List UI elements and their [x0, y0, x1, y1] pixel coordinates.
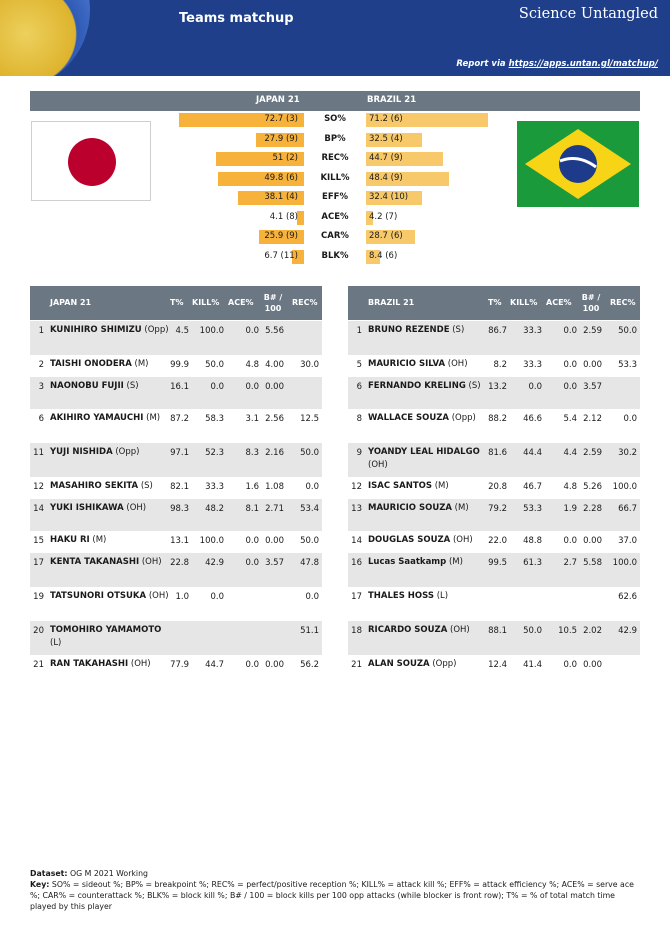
left-value-label: 27.9 (9) — [264, 133, 298, 144]
stat-kill: 48.2 — [205, 504, 224, 514]
stat-ace: 0.0 — [563, 360, 577, 370]
stat-rec: 12.5 — [300, 414, 319, 424]
comparison-row — [0, 229, 670, 245]
stat-ace: 0.0 — [563, 660, 577, 670]
stat-ace: 4.8 — [245, 360, 259, 370]
stat-t: 97.1 — [170, 448, 189, 458]
player-number: 13 — [351, 504, 362, 514]
stat-kill: 46.7 — [523, 482, 542, 492]
stat-kill: 50.0 — [205, 360, 224, 370]
stat-ace: 10.5 — [558, 626, 577, 636]
player-number: 6 — [38, 414, 44, 424]
stat-t: 16.1 — [170, 382, 189, 392]
left-value-label: 6.7 (11) — [264, 250, 298, 261]
table-row — [30, 355, 322, 377]
stat-b100: 2.59 — [583, 326, 602, 336]
comparison-header — [30, 91, 640, 111]
stat-b100: 2.59 — [583, 448, 602, 458]
player-name-cell — [50, 380, 172, 393]
player-name-cell — [368, 324, 490, 337]
stat-ace: 0.0 — [563, 326, 577, 336]
player-number: 16 — [351, 558, 362, 568]
player-name-cell — [50, 624, 172, 650]
player-name: RICARDO SOUZA — [368, 625, 448, 635]
player-position: (M) — [454, 503, 469, 513]
stat-t: 99.9 — [170, 360, 189, 370]
player-name: FERNANDO KRELING — [368, 381, 466, 391]
player-position: (OH) — [130, 659, 151, 669]
report-source — [456, 59, 658, 69]
col-rec: REC% — [610, 298, 636, 307]
stat-t: 88.2 — [488, 414, 507, 424]
left-value-label: 51 (2) — [272, 153, 298, 163]
left-value-label: 4.1 (8) — [269, 211, 298, 222]
stat-ace: 0.0 — [245, 660, 259, 670]
stat-rec: 53.3 — [618, 360, 637, 370]
player-position: (OH) — [450, 625, 470, 635]
key-line — [30, 879, 642, 912]
player-name-cell — [50, 480, 172, 493]
stat-kill: 33.3 — [205, 482, 224, 492]
stat-t: 98.3 — [170, 504, 189, 514]
stat-kill: 100.0 — [199, 536, 224, 546]
table-row — [30, 409, 322, 443]
player-number: 20 — [33, 626, 44, 636]
stat-b100: 0.00 — [583, 536, 602, 546]
table-row — [30, 587, 322, 621]
stat-kill: 50.0 — [523, 626, 542, 636]
player-number: 14 — [351, 536, 362, 546]
player-number: 12 — [351, 482, 362, 492]
comparison-row — [0, 112, 670, 128]
stat-kill: 61.3 — [523, 558, 542, 568]
table-row — [348, 621, 640, 655]
stat-rec: 0.0 — [305, 482, 319, 492]
player-name: THALES HOSS — [368, 591, 434, 601]
col-b100: B# / 100 — [581, 293, 601, 313]
stat-b100: 0.00 — [265, 660, 284, 670]
stat-rec: 42.9 — [618, 626, 637, 636]
comparison-row — [0, 190, 670, 206]
stat-kill: 42.9 — [205, 558, 224, 568]
player-position: (M) — [448, 557, 463, 567]
col-rec: REC% — [292, 298, 318, 307]
stat-ace: 3.1 — [245, 414, 259, 424]
table-row — [348, 499, 640, 531]
stat-t: 82.1 — [170, 482, 189, 492]
right-value-label: 48.4 (9) — [369, 172, 403, 183]
player-name: YUJI NISHIDA — [50, 447, 113, 457]
table-row — [30, 553, 322, 587]
player-name: AKIHIRO YAMAUCHI — [50, 413, 144, 423]
comparison-row — [0, 132, 670, 148]
stat-t: 20.8 — [488, 482, 507, 492]
stat-b100: 3.57 — [583, 382, 602, 392]
player-number: 8 — [356, 414, 362, 424]
player-name: TATSUNORI OTSUKA — [50, 591, 147, 601]
right-value-label: 71.2 (6) — [369, 114, 403, 124]
player-name-cell — [368, 624, 490, 637]
stat-ace: 4.8 — [563, 482, 577, 492]
brazil-team-heading: BRAZIL 21 — [368, 298, 415, 307]
player-name-cell — [368, 502, 490, 515]
player-name: YUKI ISHIKAWA — [50, 503, 124, 513]
player-position: (L) — [50, 638, 62, 648]
player-name: NAONOBU FUJII — [50, 381, 124, 391]
player-position: (Opp) — [115, 447, 140, 457]
metric-label: EFF% — [322, 192, 348, 202]
player-name: KENTA TAKANASHI — [50, 557, 140, 567]
left-team-label: JAPAN 21 — [256, 95, 300, 105]
stat-b100: 2.71 — [265, 504, 284, 514]
player-name: ISAC SANTOS — [368, 481, 433, 491]
col-ace: ACE% — [546, 298, 572, 307]
right-team-label: BRAZIL 21 — [367, 95, 417, 105]
stat-rec: 30.0 — [300, 360, 319, 370]
metric-label: BLK% — [321, 250, 349, 261]
footer-notes — [30, 868, 642, 912]
dataset-label: Dataset: — [30, 869, 68, 878]
stat-kill: 44.4 — [523, 448, 542, 458]
player-name: RAN TAKAHASHI — [50, 659, 129, 669]
key-value: SO% = sideout %; BP% = breakpoint %; REC% = perfect/positive reception %; KILL% = attack kill %; EFF% = attack efficiency %; ACE% = serve ace %; CAR% = counterattack %; BLK% = block kill %; B# / 100 = block kills per 100 opp attacks (while blocker is front row); T% = % of total match time played by this player — [30, 880, 634, 911]
left-value-bar — [297, 211, 304, 225]
stat-t: 77.9 — [170, 660, 189, 670]
player-number: 9 — [356, 448, 362, 458]
player-name: ALAN SOUZA — [368, 659, 430, 669]
player-number: 17 — [33, 558, 44, 568]
stat-kill: 46.6 — [523, 414, 542, 424]
stat-kill: 44.7 — [205, 660, 224, 670]
player-name: KUNIHIRO SHIMIZU — [50, 325, 142, 335]
player-name: MAURICIO SOUZA — [368, 503, 452, 513]
table-row — [30, 655, 322, 677]
stat-b100: 4.00 — [265, 360, 284, 370]
player-number: 12 — [33, 482, 44, 492]
player-name-cell — [368, 556, 490, 569]
stat-ace: 8.1 — [245, 504, 259, 514]
stat-b100: 2.16 — [265, 448, 284, 458]
stat-ace: 1.6 — [245, 482, 259, 492]
player-name-cell — [50, 556, 172, 569]
stat-t: 12.4 — [488, 660, 507, 670]
stat-rec: 47.8 — [300, 558, 319, 568]
report-link[interactable]: https://apps.untan.gl/matchup/ — [508, 59, 658, 69]
table-row — [30, 377, 322, 409]
player-name-cell — [50, 534, 172, 547]
stat-b100: 2.02 — [583, 626, 602, 636]
stat-kill: 0.0 — [210, 382, 224, 392]
stat-kill: 58.3 — [205, 414, 224, 424]
player-position: (OH) — [452, 535, 473, 545]
stat-t: 13.2 — [488, 382, 507, 392]
stat-kill: 52.3 — [205, 448, 224, 458]
volleyball-graphic — [0, 0, 90, 76]
player-number: 17 — [351, 592, 362, 602]
stat-rec: 66.7 — [618, 504, 637, 514]
dataset-value: OG M 2021 Working — [69, 869, 148, 878]
player-position: (Opp) — [144, 325, 169, 335]
stat-t: 87.2 — [170, 414, 189, 424]
stat-t: 4.5 — [175, 326, 189, 336]
player-position: (S) — [140, 481, 153, 491]
player-name-cell — [50, 658, 172, 671]
player-number: 6 — [356, 382, 362, 392]
left-value-label: 38.1 (4) — [264, 192, 298, 202]
stat-t: 81.6 — [488, 448, 507, 458]
japan-team-heading: JAPAN 21 — [50, 298, 92, 307]
stat-b100: 2.28 — [583, 504, 602, 514]
player-position: (L) — [436, 591, 449, 601]
player-number: 1 — [356, 326, 362, 336]
brazil-table-header — [348, 286, 640, 320]
table-row — [30, 443, 322, 477]
metric-label: ACE% — [321, 211, 349, 222]
metric-label: KILL% — [320, 172, 350, 183]
player-name: MAURICIO SILVA — [368, 359, 446, 369]
stat-b100: 3.57 — [265, 558, 284, 568]
comparison-row — [0, 151, 670, 167]
table-row — [348, 409, 640, 443]
stat-rec: 100.0 — [612, 558, 637, 568]
player-position: (M) — [92, 535, 107, 545]
player-number: 14 — [33, 504, 44, 514]
report-prefix: Report via — [456, 59, 509, 69]
player-number: 5 — [356, 360, 362, 370]
player-name: TOMOHIRO YAMAMOTO — [50, 625, 162, 635]
stat-t: 13.1 — [170, 536, 189, 546]
col-b100: B# / 100 — [263, 293, 283, 313]
stat-b100: 2.12 — [583, 414, 602, 424]
player-position: (Opp) — [432, 659, 457, 669]
stat-kill: 41.4 — [523, 660, 542, 670]
stat-kill: 53.3 — [523, 504, 542, 514]
stat-ace: 4.4 — [563, 448, 577, 458]
player-name: Lucas Saatkamp — [368, 557, 447, 567]
stat-t: 22.0 — [488, 536, 507, 546]
stat-b100: 5.56 — [265, 326, 284, 336]
stat-t: 1.0 — [175, 592, 189, 602]
stat-b100: 0.00 — [265, 536, 284, 546]
table-row — [30, 321, 322, 355]
stat-ace: 5.4 — [563, 414, 577, 424]
player-name-cell — [368, 590, 490, 603]
right-value-label: 32.4 (10) — [369, 192, 409, 202]
stat-ace: 0.0 — [563, 536, 577, 546]
report-header — [0, 0, 670, 76]
stat-ace: 0.0 — [245, 536, 259, 546]
player-number: 1 — [38, 326, 44, 336]
player-name-cell — [50, 412, 172, 425]
player-name-cell — [50, 358, 172, 371]
table-row — [348, 321, 640, 355]
player-name: WALLACE SOUZA — [368, 413, 449, 423]
right-value-label: 32.5 (4) — [369, 133, 403, 144]
left-value-label: 49.8 (6) — [264, 172, 298, 183]
table-row — [348, 355, 640, 377]
stat-kill: 33.3 — [523, 326, 542, 336]
metric-label: REC% — [321, 153, 349, 163]
col-kill: KILL% — [192, 298, 220, 307]
stat-kill: 0.0 — [528, 382, 542, 392]
table-row — [30, 531, 322, 553]
player-number: 3 — [38, 382, 44, 392]
table-row — [348, 553, 640, 587]
player-name-cell — [368, 380, 490, 393]
right-value-label: 28.7 (6) — [369, 231, 403, 241]
stat-rec: 56.2 — [300, 660, 319, 670]
player-name-cell — [50, 502, 172, 515]
player-position: (S) — [452, 325, 465, 335]
col-ace: ACE% — [228, 298, 254, 307]
player-number: 15 — [33, 536, 44, 546]
player-position: (OH) — [141, 557, 162, 567]
japan-table-header — [30, 286, 322, 320]
stat-ace: 0.0 — [245, 382, 259, 392]
player-name: MASAHIRO SEKITA — [50, 481, 139, 491]
player-name: TAISHI ONODERA — [50, 359, 132, 369]
player-position: (S) — [126, 381, 139, 391]
player-number: 21 — [351, 660, 362, 670]
player-position: (OH) — [368, 460, 388, 470]
col-t: T% — [488, 298, 502, 307]
stat-t: 22.8 — [170, 558, 189, 568]
metric-label: SO% — [324, 114, 346, 124]
stat-ace: 8.3 — [245, 448, 259, 458]
player-position: (OH) — [126, 503, 147, 513]
table-row — [348, 377, 640, 409]
stat-t: 88.1 — [488, 626, 507, 636]
stat-t: 86.7 — [488, 326, 507, 336]
left-value-label: 72.7 (3) — [264, 114, 298, 124]
left-value-label: 25.9 (9) — [264, 231, 298, 241]
comparison-row — [0, 210, 670, 226]
table-row — [30, 621, 322, 655]
right-value-label: 4.2 (7) — [369, 211, 398, 222]
stat-ace: 2.7 — [563, 558, 577, 568]
stat-b100: 5.58 — [583, 558, 602, 568]
table-row — [348, 587, 640, 621]
player-name-cell — [368, 446, 490, 472]
brand-logo: Science Untangled — [518, 6, 658, 22]
stat-rec: 30.2 — [618, 448, 637, 458]
stat-rec: 50.0 — [618, 326, 637, 336]
table-row — [30, 499, 322, 531]
player-name: HAKU RI — [50, 535, 90, 545]
player-name-cell — [50, 590, 172, 603]
player-name-cell — [368, 358, 490, 371]
stat-rec: 100.0 — [612, 482, 637, 492]
stat-rec: 53.4 — [300, 504, 319, 514]
stat-rec: 37.0 — [618, 536, 637, 546]
stat-kill: 100.0 — [199, 326, 224, 336]
stat-b100: 0.00 — [265, 382, 284, 392]
stat-ace: 0.0 — [563, 382, 577, 392]
key-label: Key: — [30, 880, 50, 889]
player-position: (M) — [434, 481, 449, 491]
player-name-cell — [368, 480, 490, 493]
comparison-row — [0, 249, 670, 265]
stat-rec: 0.0 — [305, 592, 319, 602]
metric-label: CAR% — [321, 231, 349, 241]
stat-b100: 1.08 — [265, 482, 284, 492]
stat-t: 99.5 — [488, 558, 507, 568]
player-name-cell — [50, 446, 172, 459]
stat-rec: 50.0 — [300, 536, 319, 546]
player-position: (Opp) — [451, 413, 476, 423]
stat-b100: 2.56 — [265, 414, 284, 424]
table-row — [30, 477, 322, 499]
player-position: (M) — [134, 359, 149, 369]
player-position: (M) — [146, 413, 161, 423]
stat-b100: 0.00 — [583, 360, 602, 370]
player-position: (S) — [468, 381, 481, 391]
player-number: 18 — [351, 626, 362, 636]
right-value-label: 8.4 (6) — [369, 250, 398, 261]
player-name-cell — [368, 658, 490, 671]
col-t: T% — [170, 298, 184, 307]
player-number: 11 — [33, 448, 44, 458]
player-position: (OH) — [148, 591, 169, 601]
player-name: DOUGLAS SOUZA — [368, 535, 451, 545]
player-number: 2 — [38, 360, 44, 370]
player-name: YOANDY LEAL HIDALGO — [368, 447, 480, 457]
table-row — [348, 531, 640, 553]
player-number: 21 — [33, 660, 44, 670]
table-row — [348, 655, 640, 677]
stat-kill: 33.3 — [523, 360, 542, 370]
stat-rec: 50.0 — [300, 448, 319, 458]
stat-ace: 0.0 — [245, 326, 259, 336]
player-name-cell — [368, 412, 490, 425]
dataset-line — [30, 868, 642, 879]
col-kill: KILL% — [510, 298, 538, 307]
player-position: (OH) — [447, 359, 468, 369]
stat-ace: 0.0 — [245, 558, 259, 568]
stat-t: 79.2 — [488, 504, 507, 514]
player-number: 19 — [33, 592, 44, 602]
stat-rec: 51.1 — [300, 626, 319, 636]
comparison-row — [0, 171, 670, 187]
stat-b100: 0.00 — [583, 660, 602, 670]
table-row — [348, 477, 640, 499]
player-name-cell — [368, 534, 490, 547]
player-name-cell — [50, 324, 172, 337]
stat-b100: 5.26 — [583, 482, 602, 492]
right-value-label: 44.7 (9) — [369, 153, 403, 163]
stat-kill: 48.8 — [523, 536, 542, 546]
stat-rec: 0.0 — [623, 414, 637, 424]
player-name: BRUNO REZENDE — [368, 325, 450, 335]
page-title: Teams matchup — [179, 11, 294, 26]
stat-rec: 62.6 — [618, 592, 637, 602]
table-row — [348, 443, 640, 477]
stat-ace: 1.9 — [563, 504, 577, 514]
stat-kill: 0.0 — [210, 592, 224, 602]
metric-label: BP% — [324, 133, 346, 144]
stat-t: 8.2 — [493, 360, 507, 370]
